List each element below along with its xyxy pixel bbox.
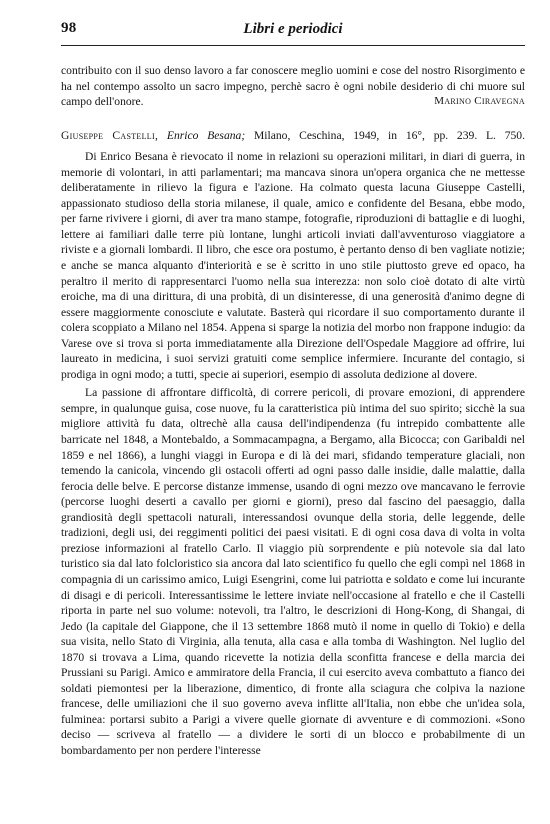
review-paragraph: Di Enrico Besana è rievocato il nome in relazioni su operazioni militari, in diari di guerra, in memorie di volontari, in atti parlamentari; ma mancava sinora un'opera organica che ne mettesse deliberatamente in rilievo la figura e l'azione. Ha colmato questa lacuna Giuseppe Castelli, appassionato studioso della storia milanese, il quale, amico e confidente del Besana, ebbe modo, per farne rivivere i giorni, di aver tra mano stampe, fotografie, riproduzioni di battaglie e di luoghi, lettere ai familiari dalle terre più lontane, lunghi articoli inviati dall'avventuroso viaggiatore a riviste e a giornali lombardi. Il libro, che esce ora postumo, è pertanto denso di ben vagliate notizie; e anche se manca alquanto d'interiorità e se è scritto in uno stile piuttosto greve ed opaco, ha peraltro il merito di rappresentarci l'uomo nella sua interezza: non solo cioè dotato di alte virtù eroiche, ma di una dirittura, di una probità, di un disinteresse, di una generosità d'animo degne di essere maggiormente conosciute e valutate. Basterà qui ricordare il suo comportamento durante il colera scoppiato a Milano nel 1854. Appena si sparge la notizia del morbo non frappone indugio: da Varese ove si trova si porta immediatamente alla Direzione dell'Ospedale Maggiore ad offrire, lui laureato in medicina, i suoi servizi gratuiti come semplice infermiere. Incurante del contagio, si prodiga in ogni modo; a tutti, specie ai superiori, esempio di assoluta dedizione al dovere. (61, 150, 525, 381)
publication-details: Milano, Ceschina, 1949, in 16°, pp. 239. L. 750. (253, 128, 525, 142)
page-header (61, 20, 525, 42)
page-body (61, 63, 525, 759)
review-paragraph: La passione di affrontare difficoltà, di correre pericoli, di provare emozioni, di apprendere sempre, in qualunque guisa, cose nuove, fu la caratteristica più intima del suo spirito; sicchè la sua migliore attività fu data, oltrechè alla causa dell'indipendenza (fu intrepido combattente alle barricate nel 1848, a Montebaldo, a Sommacampagna, a Bergamo, alla Bicocca; con Garibaldi nel 1859 e nel 1866), a lunghi viaggi in Europa e di là dei mari, sfidando temperature glaciali, non temendo la canicola, vincendo gli ostacoli offerti ad ogni passo dalle insidie, dalle malattie, dalla ferocia delle belve. E percorse distanze immense, usando di ogni mezzo ove mancavano le ferrovie (percorse luoghi deserti a cavallo per giorni e giorni), preso dal fascino del paesaggio, dalla grandiosità degli spettacoli naturali, interessandosi ovunque della storia, delle leggende, delle tradizioni, degli usi, dei reggimenti politici dei paesi visitati. E di ogni cosa dava di volta in volta preziose informazioni al fratello Carlo. Il viaggio più sorprendente e più notevole sia dal lato turistico sia dal lato folcloristico sia ancora dal lato scientifico fu quello che egli compì nel 1868 in compagnia di un carissimo amico, Luigi Esengrini, come lui patriotta e soldato e come lui incurante di disagi e di pericoli. Interessantissime le lettere inviate nell'occasione al fratello e che il Castelli riporta in parte nel suo volume: notevoli, tra l'altro, le descrizioni di Hong-Kong, di Shangai, di Jedo (la capitale del Giappone, che il 13 settembre 1868 mutò il nome in quello di Tokio) e della sua visita, nello Stato di Virginia, alla tenuta, alla casa e alla tomba di Washington. Nel luglio del 1870 si trovava a Lima, quando ricevette la notizia della sconfitta francese e della marcia dei Prussiani su Parigi. Amico e ammiratore della Francia, il cui esercito aveva combattuto a fianco dei soldati piemontesi per la liberazione, dimentico, di fronte alla sciagura che colpiva la nazione francese, delle umiliazioni che il suo governo aveva inflitte all'Italia, non ebbe che un'idea sola, fulminea: portarsi subito a Parigi a vivere quelle giornate di avventure e di commozioni. «Sono deciso — scriveva al fratello — a dividere le sorti di un blocco e probabilmente di un bombardamento per non perdere l'interesse (61, 386, 525, 757)
header-rule (61, 45, 525, 46)
previous-review-ending: contribuito con il suo denso lavoro a far conoscere meglio uomini e cose del nostro Risorgimento e ha nel contempo assolto un sacro impegno, perchè sacro è ogni nobile desiderio di chi muore sul campo dell'onore. (61, 64, 525, 109)
book-author: Giuseppe Castelli, (61, 128, 159, 142)
book-title: Enrico Besana; (166, 128, 246, 142)
reviewer-signature: Marino Ciravegna (434, 95, 525, 108)
page-number: 98 (61, 20, 77, 36)
review-heading (61, 128, 525, 144)
running-head: Libri e periodici (243, 21, 343, 37)
